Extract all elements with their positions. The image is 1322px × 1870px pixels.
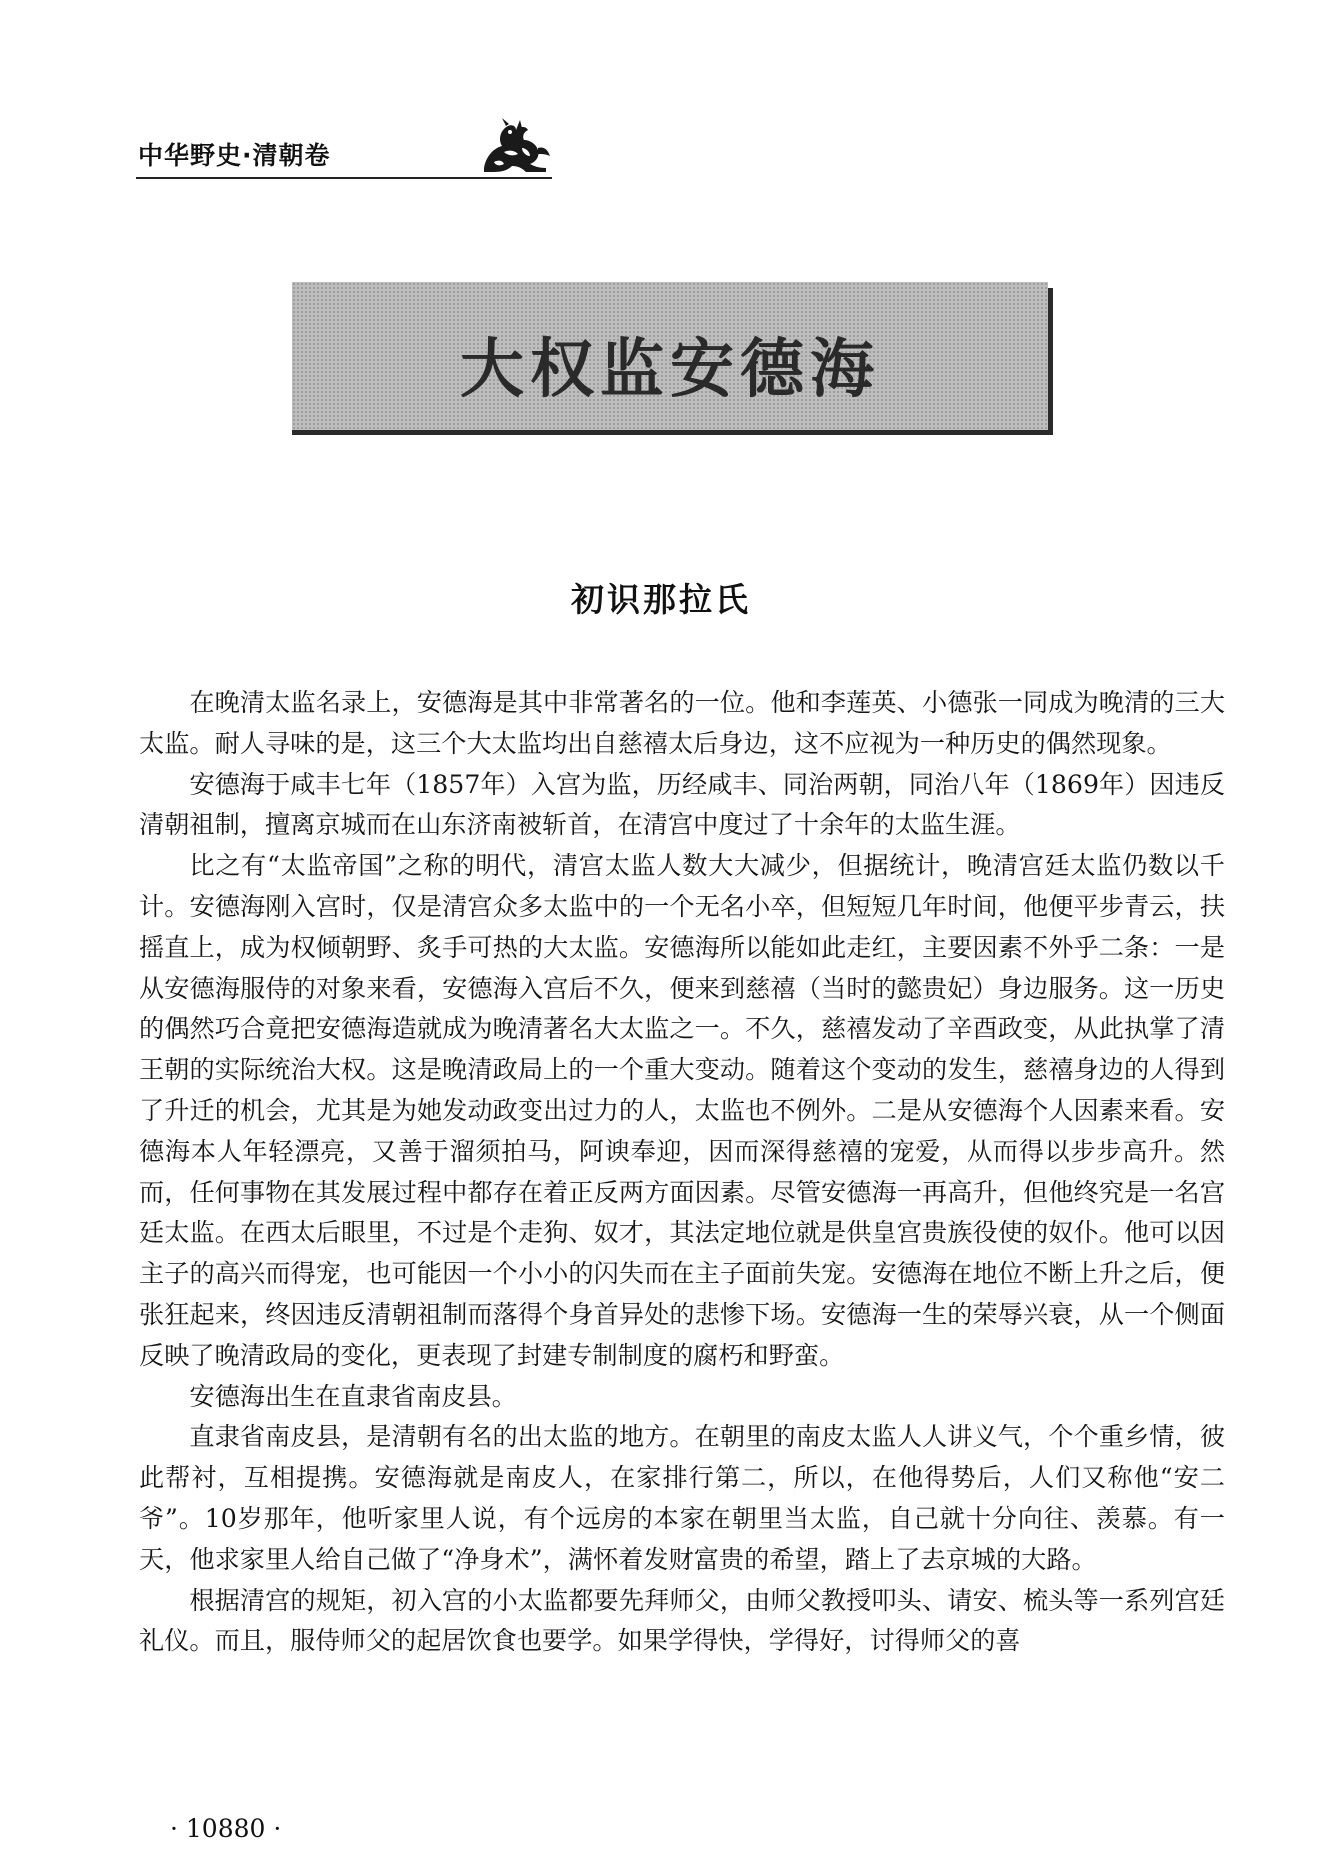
chapter-title: 大权监安德海 bbox=[460, 332, 880, 407]
paragraph: 比之有“太监帝国”之称的明代，清宫太监人数大大减少，但据统计，晚清宫廷太监仍数以千计。安德海刚入宫时，仅是清宫众多太监中的一个无名小卒，但短短几年时间，他便平步青云，扶摇直上，成为权倾朝野、炙手可热的大太监。安德海所以能如此走红，主要因素不外乎二条：一是从安德海服侍的对象来看，安德海入宫后不久，便来到慈禧（当时的懿贵妃）身边服务。这一历史的偶然巧合竟把安德海造就成为晚清著名大太监之一。不久，慈禧发动了辛酉政变，从此执掌了清王朝的实际统治大权。这是晚清政局上的一个重大变动。随着这个变动的发生，慈禧身边的人得到了升迁的机会，尤其是为她发动政变出过力的人，太监也不例外。二是从安德海个人因素来看。安德海本人年轻漂亮，又善于溜须拍马，阿谀奉迎，因而深得慈禧的宠爱，从而得以步步高升。然而，任何事物在其发展过程中都存在着正反两方面因素。尽管安德海一再高升，但他终究是一名宫廷太监。在西太后眼里，不过是个走狗、奴才，其法定地位就是供皇宫贵族役使的奴仆。他可以因主子的高兴而得宠，也可能因一个小小的闪失而在主子面前失宠。安德海在地位不断上升之后，便张狂起来，终因违反清朝祖制而落得个身首异处的悲惨下场。安德海一生的荣辱兴衰，从一个侧面反映了晚清政局的变化，更表现了封建专制制度的腐朽和野蛮。 bbox=[139, 851, 1225, 1370]
running-header bbox=[136, 118, 552, 176]
section-title: 初识那拉氏 bbox=[571, 580, 751, 619]
paragraph: 直隶省南皮县，是清朝有名的出太监的地方。在朝里的南皮太监人人讲义气，个个重乡情，彼此帮衬，互相提携。安德海就是南皮人，在家排行第二，所以，在他得势后，人们又称他“安二爷”。10岁那年，他听家里人说，有个远房的本家在朝里当太监，自己就十分向往、羡慕。有一天，他求家里人给自己做了“净身术”，满怀着发财富贵的希望，踏上了去京城的大路。 bbox=[139, 1422, 1225, 1574]
header-rule bbox=[136, 177, 552, 179]
body-text bbox=[139, 683, 1225, 1662]
paragraph: 根据清宫的规矩，初入宫的小太监都要先拜师父，由师父教授叩头、请安、梳头等一系列宫廷礼仪。而且，服侍师父的起居饮食也要学。如果学得快，学得好，讨得师父的喜 bbox=[139, 1585, 1225, 1656]
paragraph: 安德海出生在直隶省南皮县。 bbox=[189, 1381, 517, 1411]
paragraph: 在晚清太监名录上，安德海是其中非常著名的一位。他和李莲英、小德张一同成为晚清的三大太监。耐人寻味的是，这三个大太监均出自慈禧太后身边，这不应视为一种历史的偶然现象。 bbox=[139, 688, 1225, 758]
page-number: · 10880 · bbox=[170, 1814, 282, 1843]
paragraph: 安德海于咸丰七年（1857年）入宫为监，历经咸丰、同治两朝，同治八年（1869年）因违反清朝祖制，擅离京城而在山东济南被斩首，在清宫中度过了十余年的太监生涯。 bbox=[139, 769, 1225, 840]
book-title: 中华野史·清朝卷 bbox=[138, 141, 331, 170]
chapter-title-banner bbox=[292, 282, 1048, 435]
dragon-emblem-icon bbox=[476, 118, 554, 176]
